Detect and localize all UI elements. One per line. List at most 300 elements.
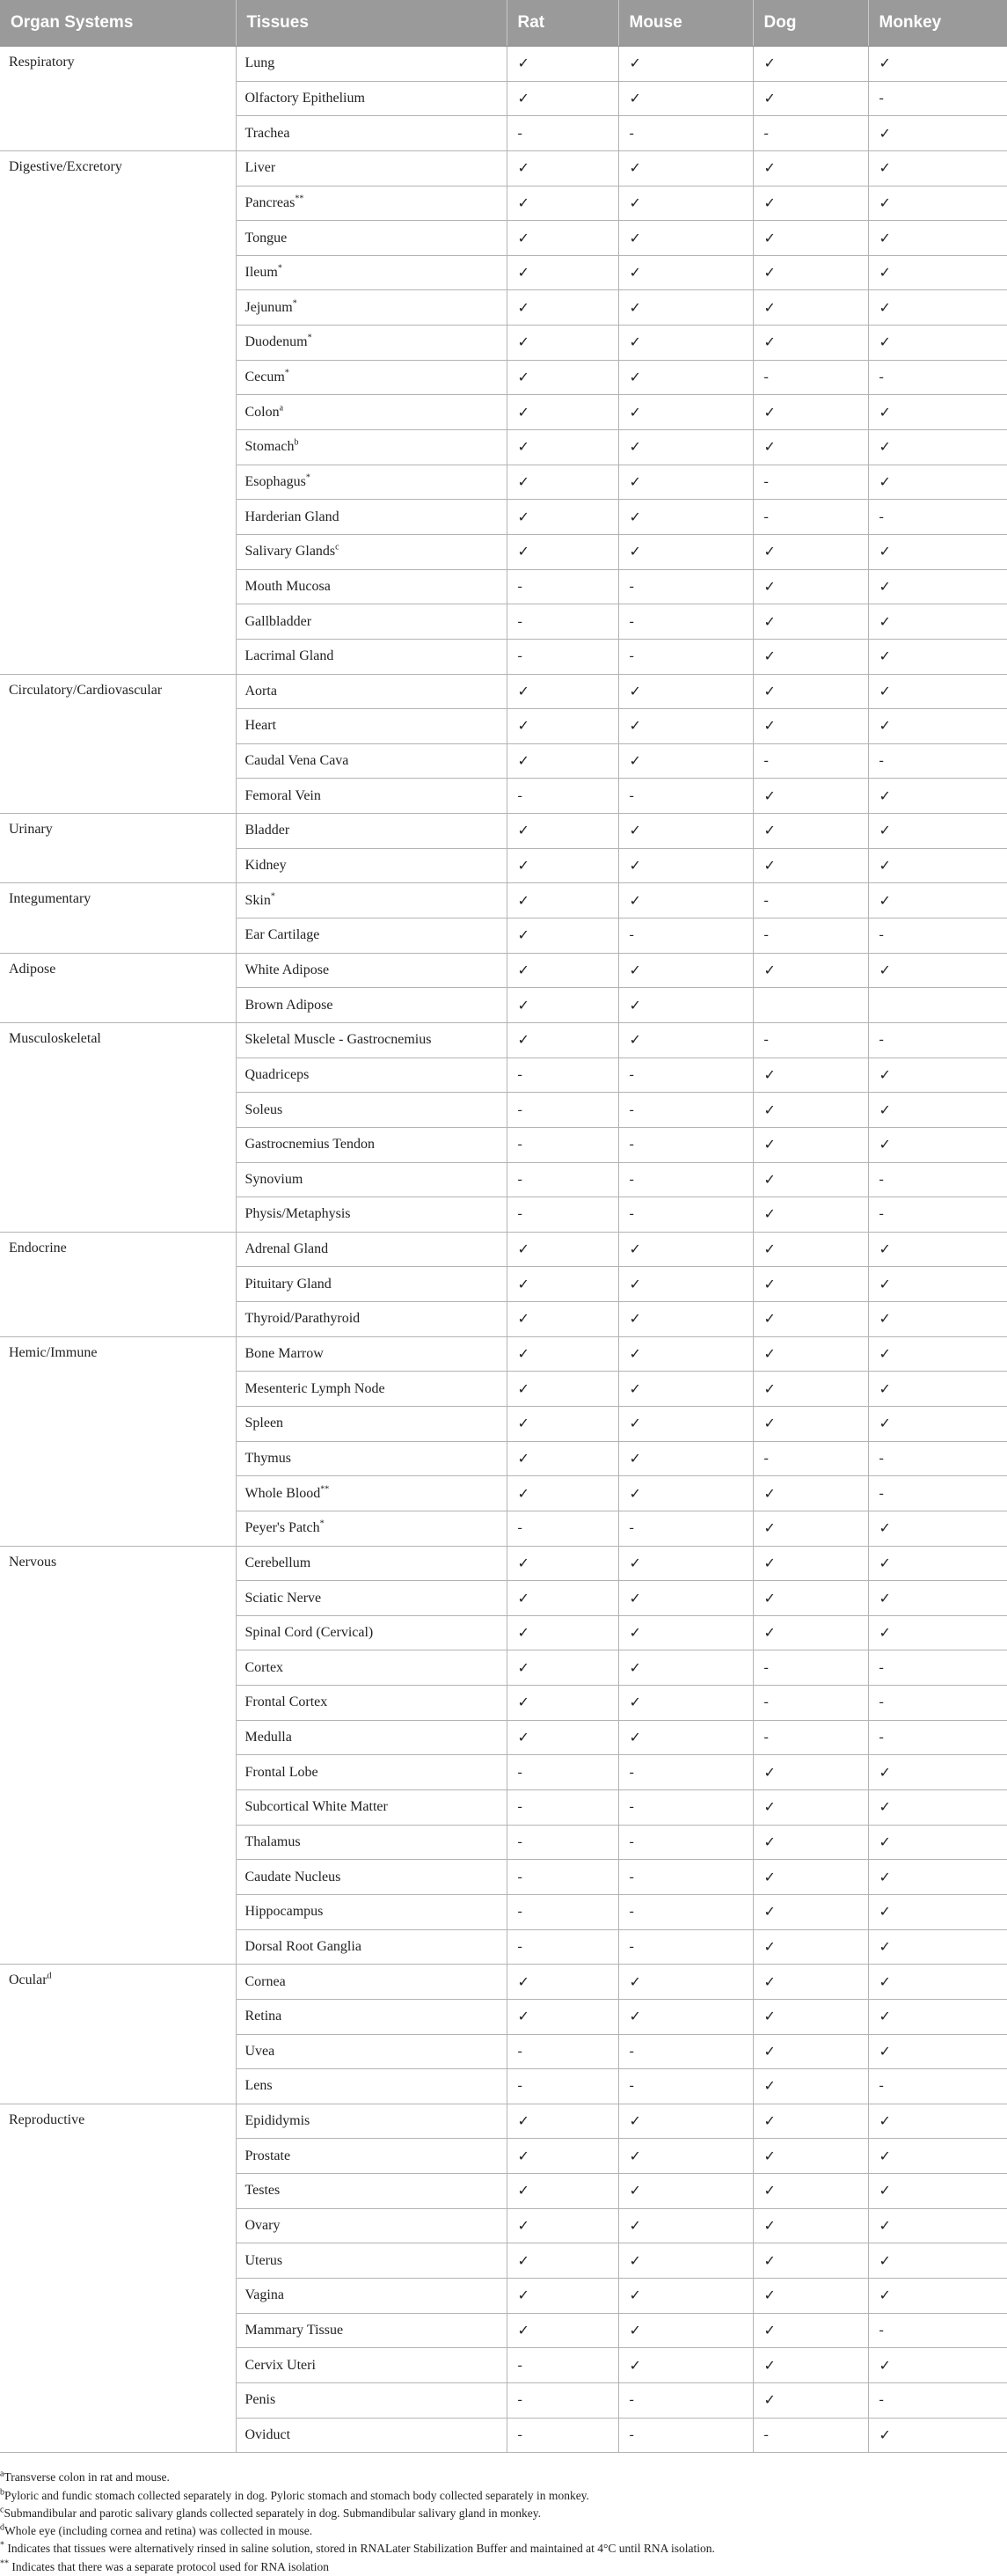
rat-cell: - bbox=[507, 604, 618, 640]
footnote-marker: ** bbox=[320, 1484, 330, 1495]
dog-cell: ✓ bbox=[753, 709, 868, 744]
table-row bbox=[0, 1336, 1007, 1372]
organ-system-cell bbox=[0, 1965, 236, 2104]
tissue-label: Quadriceps bbox=[244, 1066, 310, 1082]
mouse-cell: ✓ bbox=[618, 360, 753, 395]
tissue-label: Thalamus bbox=[244, 1833, 301, 1849]
rat-cell: ✓ bbox=[507, 814, 618, 849]
mouse-cell: ✓ bbox=[618, 1232, 753, 1267]
dog-cell: ✓ bbox=[753, 1372, 868, 1407]
tissue-label: Medulla bbox=[244, 1730, 292, 1745]
tissue-label: Ileum bbox=[244, 265, 278, 281]
table-body bbox=[0, 47, 1007, 2453]
rat-cell: ✓ bbox=[507, 186, 618, 221]
tissue-label: Gastrocnemius Tendon bbox=[244, 1137, 375, 1153]
mouse-cell: ✓ bbox=[618, 1267, 753, 1302]
monkey-cell: ✓ bbox=[868, 1372, 1007, 1407]
tissue-cell bbox=[236, 1860, 507, 1895]
monkey-cell: ✓ bbox=[868, 290, 1007, 326]
monkey-cell: - bbox=[868, 2382, 1007, 2418]
rat-cell: - bbox=[507, 639, 618, 674]
tissue-label: Oviduct bbox=[244, 2426, 291, 2442]
rat-cell: ✓ bbox=[507, 743, 618, 779]
monkey-cell: ✓ bbox=[868, 1511, 1007, 1546]
monkey-cell: ✓ bbox=[868, 1336, 1007, 1372]
tissue-label: Frontal Lobe bbox=[244, 1764, 318, 1780]
tissue-cell bbox=[236, 674, 507, 709]
table-row bbox=[0, 1546, 1007, 1581]
mouse-cell: - bbox=[618, 639, 753, 674]
rat-cell: - bbox=[507, 1197, 618, 1233]
footnote bbox=[0, 2469, 1007, 2486]
footnote-marker: ** bbox=[295, 194, 304, 204]
tissue-label: Harderian Gland bbox=[244, 509, 339, 524]
tissue-cell bbox=[236, 1755, 507, 1790]
mouse-cell: - bbox=[618, 2382, 753, 2418]
rat-cell: ✓ bbox=[507, 47, 618, 82]
tissue-cell bbox=[236, 1894, 507, 1929]
dog-cell: ✓ bbox=[753, 534, 868, 569]
organ-system-label: Endocrine bbox=[9, 1240, 67, 1255]
tissue-cell bbox=[236, 1057, 507, 1093]
mouse-cell: ✓ bbox=[618, 221, 753, 256]
organ-system-label: Circulatory/Cardiovascular bbox=[9, 682, 163, 698]
dog-cell: ✓ bbox=[753, 150, 868, 186]
rat-cell: ✓ bbox=[507, 953, 618, 988]
dog-cell: ✓ bbox=[753, 430, 868, 465]
rat-cell: - bbox=[507, 1755, 618, 1790]
monkey-cell: ✓ bbox=[868, 1232, 1007, 1267]
monkey-cell: ✓ bbox=[868, 1581, 1007, 1616]
mouse-cell: ✓ bbox=[618, 1546, 753, 1581]
footnote bbox=[0, 2522, 1007, 2540]
rat-cell: ✓ bbox=[507, 2279, 618, 2314]
tissue-label: Trachea bbox=[244, 125, 290, 141]
header-mouse: Mouse bbox=[618, 0, 753, 47]
monkey-cell: ✓ bbox=[868, 2208, 1007, 2243]
rat-cell: - bbox=[507, 1057, 618, 1093]
tissue-cell bbox=[236, 1965, 507, 2000]
mouse-cell: ✓ bbox=[618, 534, 753, 569]
dog-cell: ✓ bbox=[753, 1057, 868, 1093]
tissue-cell bbox=[236, 1197, 507, 1233]
mouse-cell: ✓ bbox=[618, 743, 753, 779]
monkey-cell: ✓ bbox=[868, 1267, 1007, 1302]
tissue-cell bbox=[236, 709, 507, 744]
monkey-cell: ✓ bbox=[868, 534, 1007, 569]
dog-cell: ✓ bbox=[753, 1267, 868, 1302]
tissue-label: Cornea bbox=[244, 1973, 286, 1989]
monkey-cell: ✓ bbox=[868, 604, 1007, 640]
tissue-cell bbox=[236, 1093, 507, 1128]
tissue-label: Whole Blood bbox=[244, 1485, 321, 1501]
monkey-cell: ✓ bbox=[868, 1790, 1007, 1826]
monkey-cell: ✓ bbox=[868, 639, 1007, 674]
mouse-cell: ✓ bbox=[618, 186, 753, 221]
footnote-mark: d bbox=[0, 2522, 4, 2533]
tissue-label: Salivary Glands bbox=[244, 544, 336, 560]
header-tissues: Tissues bbox=[236, 0, 507, 47]
mouse-cell: ✓ bbox=[618, 1615, 753, 1650]
mouse-cell: ✓ bbox=[618, 953, 753, 988]
tissue-label: Subcortical White Matter bbox=[244, 1799, 388, 1815]
organ-system-cell bbox=[0, 814, 236, 883]
rat-cell: ✓ bbox=[507, 1022, 618, 1057]
monkey-cell: - bbox=[868, 1650, 1007, 1686]
tissue-label: Cerebellum bbox=[244, 1555, 311, 1570]
tissue-label: Mammary Tissue bbox=[244, 2322, 344, 2338]
organ-system-cell bbox=[0, 1336, 236, 1546]
tissue-label: Skin bbox=[244, 892, 271, 908]
monkey-cell: ✓ bbox=[868, 1127, 1007, 1162]
rat-cell: - bbox=[507, 2034, 618, 2069]
footnote bbox=[0, 2505, 1007, 2522]
tissue-cell bbox=[236, 221, 507, 256]
tissue-cell bbox=[236, 116, 507, 151]
dog-cell: - bbox=[753, 883, 868, 918]
dog-cell: - bbox=[753, 1720, 868, 1755]
monkey-cell: - bbox=[868, 1686, 1007, 1721]
tissue-label: Soleus bbox=[244, 1101, 283, 1117]
dog-cell: - bbox=[753, 500, 868, 535]
rat-cell: ✓ bbox=[507, 1232, 618, 1267]
monkey-cell: ✓ bbox=[868, 430, 1007, 465]
tissue-label: Dorsal Root Ganglia bbox=[244, 1938, 361, 1954]
mouse-cell: ✓ bbox=[618, 1476, 753, 1511]
dog-cell: - bbox=[753, 1686, 868, 1721]
tissue-cell bbox=[236, 1372, 507, 1407]
tissue-label: Liver bbox=[244, 160, 276, 176]
mouse-cell: - bbox=[618, 1860, 753, 1895]
tissue-label: Mesenteric Lymph Node bbox=[244, 1380, 385, 1396]
footnote-text: Indicates that there was a separate protocol used for RNA isolation bbox=[9, 2559, 330, 2573]
footnote-marker: * bbox=[319, 1519, 325, 1529]
tissue-label: Physis/Metaphysis bbox=[244, 1206, 351, 1222]
tissue-cell bbox=[236, 814, 507, 849]
tissue-label: Tongue bbox=[244, 230, 288, 245]
footnote-marker: * bbox=[305, 472, 310, 483]
tissue-cell bbox=[236, 1476, 507, 1511]
mouse-cell: ✓ bbox=[618, 1372, 753, 1407]
rat-cell: - bbox=[507, 1093, 618, 1128]
tissue-label: Sciatic Nerve bbox=[244, 1590, 322, 1606]
mouse-cell: ✓ bbox=[618, 47, 753, 82]
mouse-cell: ✓ bbox=[618, 1650, 753, 1686]
tissue-label: Thyroid/Parathyroid bbox=[244, 1311, 361, 1327]
rat-cell: ✓ bbox=[507, 465, 618, 500]
monkey-cell: ✓ bbox=[868, 47, 1007, 82]
footnote-mark: * bbox=[0, 2540, 4, 2550]
dog-cell: ✓ bbox=[753, 1546, 868, 1581]
mouse-cell: ✓ bbox=[618, 430, 753, 465]
dog-cell: ✓ bbox=[753, 81, 868, 116]
tissue-cell bbox=[236, 465, 507, 500]
mouse-cell: ✓ bbox=[618, 2279, 753, 2314]
table-row bbox=[0, 47, 1007, 82]
footnote-text: Whole eye (including cornea and retina) was collected in mouse. bbox=[4, 2524, 313, 2538]
footnote bbox=[0, 2558, 1007, 2576]
rat-cell: - bbox=[507, 569, 618, 604]
rat-cell: ✓ bbox=[507, 883, 618, 918]
tissue-cell bbox=[236, 2313, 507, 2348]
dog-cell: - bbox=[753, 1022, 868, 1057]
footnote-marker: * bbox=[284, 368, 289, 378]
footnote-mark: b bbox=[0, 2487, 4, 2497]
dog-cell: - bbox=[753, 2418, 868, 2453]
tissue-label: Frontal Cortex bbox=[244, 1694, 328, 1710]
monkey-cell: - bbox=[868, 1162, 1007, 1197]
rat-cell: ✓ bbox=[507, 2174, 618, 2209]
rat-cell: - bbox=[507, 1894, 618, 1929]
organ-system-cell bbox=[0, 1022, 236, 1232]
organ-system-cell bbox=[0, 953, 236, 1022]
dog-cell: ✓ bbox=[753, 1476, 868, 1511]
dog-cell: ✓ bbox=[753, 639, 868, 674]
monkey-cell: - bbox=[868, 1476, 1007, 1511]
tissue-cell bbox=[236, 186, 507, 221]
tissue-label: Hippocampus bbox=[244, 1904, 324, 1920]
footnote-mark: ** bbox=[0, 2558, 9, 2569]
dog-cell: ✓ bbox=[753, 604, 868, 640]
tissue-cell bbox=[236, 1441, 507, 1476]
tissue-cell bbox=[236, 47, 507, 82]
rat-cell: - bbox=[507, 2069, 618, 2104]
footnote-marker: * bbox=[270, 891, 275, 902]
dog-cell: ✓ bbox=[753, 1093, 868, 1128]
organ-system-cell bbox=[0, 883, 236, 953]
rat-cell: - bbox=[507, 2382, 618, 2418]
tissue-label: Skeletal Muscle - Gastrocnemius bbox=[244, 1032, 432, 1048]
dog-cell: - bbox=[753, 1650, 868, 1686]
dog-cell: ✓ bbox=[753, 1406, 868, 1441]
tissue-label: Spleen bbox=[244, 1416, 284, 1431]
dog-cell: ✓ bbox=[753, 1302, 868, 1337]
rat-cell: ✓ bbox=[507, 1965, 618, 2000]
mouse-cell: ✓ bbox=[618, 500, 753, 535]
dog-cell: ✓ bbox=[753, 186, 868, 221]
monkey-cell: ✓ bbox=[868, 1302, 1007, 1337]
monkey-cell: ✓ bbox=[868, 1057, 1007, 1093]
mouse-cell: ✓ bbox=[618, 326, 753, 361]
dog-cell: ✓ bbox=[753, 1755, 868, 1790]
table-row bbox=[0, 2104, 1007, 2139]
tissue-cell bbox=[236, 290, 507, 326]
mouse-cell: ✓ bbox=[618, 1720, 753, 1755]
mouse-cell: ✓ bbox=[618, 2174, 753, 2209]
monkey-cell: ✓ bbox=[868, 674, 1007, 709]
mouse-cell: - bbox=[618, 569, 753, 604]
dog-cell bbox=[753, 988, 868, 1023]
tissue-label: Pancreas bbox=[244, 194, 296, 210]
dog-cell: ✓ bbox=[753, 1336, 868, 1372]
tissue-label: Esophagus bbox=[244, 474, 306, 489]
tissue-cell bbox=[236, 848, 507, 883]
tissue-cell bbox=[236, 2069, 507, 2104]
table-row bbox=[0, 883, 1007, 918]
mouse-cell: ✓ bbox=[618, 674, 753, 709]
tissue-label: Retina bbox=[244, 2009, 282, 2024]
tissue-label: Gallbladder bbox=[244, 613, 312, 629]
footnote-marker: d bbox=[47, 1971, 52, 1981]
dog-cell: ✓ bbox=[753, 1965, 868, 2000]
monkey-cell: ✓ bbox=[868, 2174, 1007, 2209]
dog-cell: ✓ bbox=[753, 2139, 868, 2174]
tissue-label: Lacrimal Gland bbox=[244, 648, 334, 664]
organ-system-cell bbox=[0, 1232, 236, 1336]
rat-cell: - bbox=[507, 1929, 618, 1965]
monkey-cell: ✓ bbox=[868, 883, 1007, 918]
monkey-cell: ✓ bbox=[868, 326, 1007, 361]
footnote-marker: * bbox=[277, 263, 282, 274]
tissue-cell bbox=[236, 430, 507, 465]
mouse-cell: ✓ bbox=[618, 2139, 753, 2174]
tissue-label: White Adipose bbox=[244, 962, 330, 977]
monkey-cell: ✓ bbox=[868, 1999, 1007, 2034]
rat-cell: ✓ bbox=[507, 2104, 618, 2139]
dog-cell: ✓ bbox=[753, 1929, 868, 1965]
tissue-cell bbox=[236, 1267, 507, 1302]
tissue-cell bbox=[236, 1406, 507, 1441]
monkey-cell: ✓ bbox=[868, 779, 1007, 814]
rat-cell: ✓ bbox=[507, 1406, 618, 1441]
tissue-label: Pituitary Gland bbox=[244, 1276, 332, 1292]
tissue-label: Kidney bbox=[244, 858, 287, 874]
mouse-cell: - bbox=[618, 1197, 753, 1233]
tissue-label: Femoral Vein bbox=[244, 787, 321, 803]
tissue-cell bbox=[236, 2418, 507, 2453]
mouse-cell: ✓ bbox=[618, 1999, 753, 2034]
organ-system-cell bbox=[0, 674, 236, 814]
tissue-cell bbox=[236, 2279, 507, 2314]
tissue-cell bbox=[236, 743, 507, 779]
dog-cell: ✓ bbox=[753, 814, 868, 849]
tissue-cell bbox=[236, 534, 507, 569]
rat-cell: - bbox=[507, 779, 618, 814]
mouse-cell: - bbox=[618, 1057, 753, 1093]
rat-cell: - bbox=[507, 1127, 618, 1162]
tissue-label: Aorta bbox=[244, 683, 277, 699]
rat-cell: ✓ bbox=[507, 360, 618, 395]
organ-system-label: Urinary bbox=[9, 822, 53, 838]
rat-cell: ✓ bbox=[507, 1336, 618, 1372]
tissue-label: Epididymis bbox=[244, 2113, 310, 2129]
dog-cell: ✓ bbox=[753, 2208, 868, 2243]
monkey-cell: ✓ bbox=[868, 1929, 1007, 1965]
monkey-cell: ✓ bbox=[868, 465, 1007, 500]
monkey-cell bbox=[868, 988, 1007, 1023]
table-row bbox=[0, 1232, 1007, 1267]
tissue-cell bbox=[236, 883, 507, 918]
mouse-cell: ✓ bbox=[618, 1336, 753, 1372]
dog-cell: ✓ bbox=[753, 2069, 868, 2104]
dog-cell: ✓ bbox=[753, 2279, 868, 2314]
rat-cell: ✓ bbox=[507, 326, 618, 361]
tissue-label: Mouth Mucosa bbox=[244, 578, 331, 594]
dog-cell: ✓ bbox=[753, 290, 868, 326]
tissue-label: Uterus bbox=[244, 2252, 283, 2268]
footnote-mark: a bbox=[0, 2469, 4, 2479]
dog-cell: - bbox=[753, 1441, 868, 1476]
monkey-cell: ✓ bbox=[868, 150, 1007, 186]
mouse-cell: ✓ bbox=[618, 150, 753, 186]
organ-system-label: Respiratory bbox=[9, 55, 75, 70]
rat-cell: ✓ bbox=[507, 2313, 618, 2348]
tissue-label: Prostate bbox=[244, 2148, 291, 2163]
mouse-cell: - bbox=[618, 918, 753, 954]
tissue-label: Ovary bbox=[244, 2218, 281, 2234]
tissue-label: Stomach bbox=[244, 439, 295, 455]
rat-cell: ✓ bbox=[507, 500, 618, 535]
footnote-marker: b bbox=[294, 438, 299, 449]
dog-cell: ✓ bbox=[753, 1790, 868, 1826]
monkey-cell: - bbox=[868, 2313, 1007, 2348]
rat-cell: - bbox=[507, 2418, 618, 2453]
monkey-cell: - bbox=[868, 1720, 1007, 1755]
rat-cell: ✓ bbox=[507, 988, 618, 1023]
monkey-cell: - bbox=[868, 1022, 1007, 1057]
tissue-cell bbox=[236, 1790, 507, 1826]
tissue-label: Synovium bbox=[244, 1171, 303, 1187]
monkey-cell: - bbox=[868, 1441, 1007, 1476]
dog-cell: ✓ bbox=[753, 395, 868, 430]
tissue-label: Testes bbox=[244, 2183, 281, 2199]
mouse-cell: - bbox=[618, 2069, 753, 2104]
monkey-cell: ✓ bbox=[868, 221, 1007, 256]
mouse-cell: ✓ bbox=[618, 709, 753, 744]
monkey-cell: ✓ bbox=[868, 1546, 1007, 1581]
rat-cell: ✓ bbox=[507, 430, 618, 465]
monkey-cell: ✓ bbox=[868, 2348, 1007, 2383]
mouse-cell: ✓ bbox=[618, 1441, 753, 1476]
monkey-cell: ✓ bbox=[868, 186, 1007, 221]
tissue-cell bbox=[236, 2034, 507, 2069]
dog-cell: ✓ bbox=[753, 779, 868, 814]
mouse-cell: ✓ bbox=[618, 1965, 753, 2000]
monkey-cell: - bbox=[868, 1197, 1007, 1233]
tissue-label: Adrenal Gland bbox=[244, 1241, 329, 1257]
mouse-cell: - bbox=[618, 1511, 753, 1546]
tissue-label: Thymus bbox=[244, 1450, 291, 1466]
tissue-cell bbox=[236, 2382, 507, 2418]
footnote-mark: c bbox=[0, 2505, 4, 2515]
footnotes bbox=[0, 2453, 1007, 2576]
rat-cell: ✓ bbox=[507, 1615, 618, 1650]
mouse-cell: - bbox=[618, 604, 753, 640]
header-dog: Dog bbox=[753, 0, 868, 47]
mouse-cell: ✓ bbox=[618, 1686, 753, 1721]
mouse-cell: ✓ bbox=[618, 988, 753, 1023]
monkey-cell: ✓ bbox=[868, 1965, 1007, 2000]
tissue-label: Vagina bbox=[244, 2287, 284, 2303]
mouse-cell: ✓ bbox=[618, 814, 753, 849]
mouse-cell: ✓ bbox=[618, 2208, 753, 2243]
organ-system-label: Adipose bbox=[9, 961, 56, 977]
mouse-cell: ✓ bbox=[618, 2313, 753, 2348]
mouse-cell: - bbox=[618, 1755, 753, 1790]
monkey-cell: ✓ bbox=[868, 1860, 1007, 1895]
tissue-cell bbox=[236, 1232, 507, 1267]
tissue-cell bbox=[236, 988, 507, 1023]
tissue-cell bbox=[236, 604, 507, 640]
rat-cell: - bbox=[507, 1162, 618, 1197]
table-row bbox=[0, 1965, 1007, 2000]
rat-cell: ✓ bbox=[507, 1720, 618, 1755]
monkey-cell: ✓ bbox=[868, 395, 1007, 430]
tissue-label: Caudal Vena Cava bbox=[244, 753, 349, 769]
footnote-marker: a bbox=[279, 403, 284, 413]
tissue-label: Ear Cartilage bbox=[244, 927, 320, 943]
table-row bbox=[0, 953, 1007, 988]
